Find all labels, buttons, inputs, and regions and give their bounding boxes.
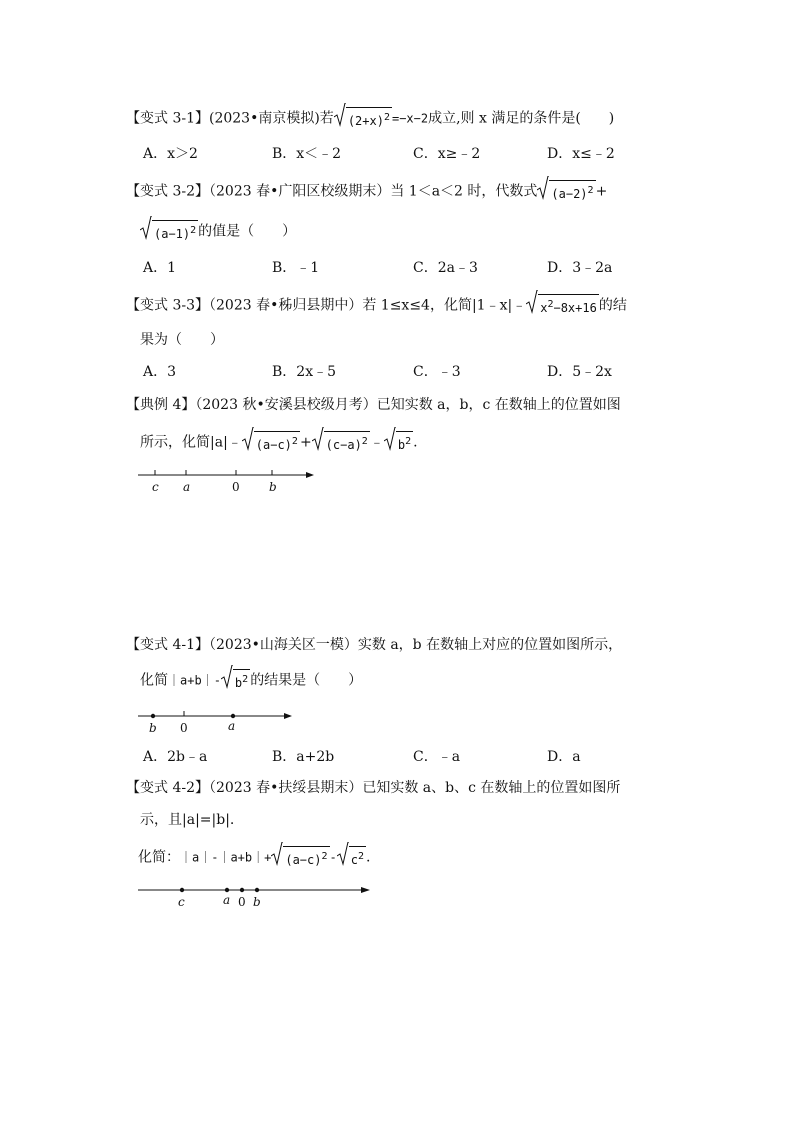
axis-label: c <box>152 480 159 494</box>
question-4-2 <box>126 778 620 798</box>
example-4-cont: 所示，化简|a|﹣ $(a-c)^2$ + $(c-a)^2$ ﹣ $b^2$ . <box>140 430 418 455</box>
question-text: (2023•南京模拟)若 <box>209 110 334 127</box>
arrow-icon <box>306 472 314 478</box>
option-c[interactable]: C．﹣a <box>413 749 461 765</box>
option-b[interactable]: B．a+2b <box>272 749 335 765</box>
axis-label: 0 <box>180 721 188 735</box>
equation-rhs: =−x−2 <box>391 111 429 126</box>
sqrt-expression: $c^2$ <box>337 845 366 870</box>
question-tag: 【变式 3-1】 <box>126 110 209 127</box>
axis-label: c <box>178 895 185 909</box>
question-4-2-expr: 化简：｜a｜-｜a+b｜+ $(a-c)^2$ - $c^2$ . <box>138 845 370 870</box>
axis-label: b <box>149 721 157 735</box>
question-4-1 <box>126 635 622 655</box>
axis-label: 0 <box>238 895 246 909</box>
question-3-2-cont: $(a-1)^2$ 的值是（ ） <box>140 219 296 244</box>
option-b[interactable]: B．x＜﹣2 <box>272 146 342 162</box>
option-a[interactable]: A．1 <box>143 260 177 276</box>
sqrt-expression: $(c-a)^2$ <box>312 430 370 455</box>
arrow-icon <box>284 713 292 719</box>
axis-label: a <box>228 719 236 733</box>
question-text: （2023 春•秭归县期中）若 1≤x≤4，化简|1﹣x|﹣ <box>209 297 527 314</box>
question-tag: 【典例 4】 <box>126 397 196 413</box>
question-tag: 【变式 4-2】 <box>126 780 209 796</box>
arrow-icon <box>361 887 370 893</box>
question-tail: 成立,则 x 满足的条件是( ) <box>428 110 615 127</box>
option-d[interactable]: D．x≤﹣2 <box>547 146 615 162</box>
option-c[interactable]: C．x≥﹣2 <box>413 146 481 162</box>
example-4 <box>126 395 621 415</box>
number-line <box>138 466 318 496</box>
sqrt-expression: $b^2$ <box>384 430 413 455</box>
point-a <box>225 888 229 892</box>
sqrt-expression: $x^2-8x+16$ <box>526 293 599 318</box>
option-a[interactable]: A．x＞2 <box>143 146 198 162</box>
option-b[interactable]: B．﹣1 <box>272 260 320 276</box>
point-a <box>231 714 235 718</box>
option-d[interactable]: D．3﹣2a <box>547 260 613 276</box>
question-text: （2023 春•扶绥县期末）已知实数 a、b、c 在数轴上的位置如图所 <box>209 780 621 796</box>
question-tag: 【变式 4-1】 <box>126 637 209 653</box>
axis-label: 0 <box>232 480 240 494</box>
question-3-3: 【变式 3-3】（2023 春•秭归县期中）若 1≤x≤4，化简|1﹣x|﹣ $x^2-8x+16$ 的结 <box>126 293 627 318</box>
question-tag: 【变式 3-3】 <box>126 297 209 314</box>
axis-label: b <box>269 480 277 494</box>
question-text: （2023 秋•安溪县校级月考）已知实数 a，b，c 在数轴上的位置如图 <box>195 397 621 413</box>
axis-label: b <box>253 895 261 909</box>
option-a[interactable]: A．3 <box>143 364 177 380</box>
axis-label: a <box>183 480 191 494</box>
number-line <box>138 706 298 736</box>
option-a[interactable]: A．2b﹣a <box>143 749 208 765</box>
question-text: （2023 春•广阳区校级期末）当 1＜a＜2 时，代数式 <box>209 183 538 200</box>
question-3-1 <box>126 106 614 131</box>
question-tag: 【变式 3-2】 <box>126 183 209 200</box>
point-b <box>255 888 259 892</box>
question-text-cont: 果为（ ） <box>140 332 224 348</box>
option-d[interactable]: D．a <box>547 749 581 765</box>
number-line <box>138 880 378 910</box>
question-3-2: 【变式 3-2】（2023 春•广阳区校级期末）当 1＜a＜2 时，代数式 $(a-2)^2$ + <box>126 179 607 204</box>
question-4-2-cont: 示，且|a|=|b|. <box>140 812 235 828</box>
question-text: （2023•山海关区一模）实数 a，b 在数轴上对应的位置如图所示， <box>209 637 623 653</box>
axis-label: a <box>223 893 231 907</box>
point-b <box>151 714 155 718</box>
sqrt-expression: $(a-2)^2$ <box>537 179 595 204</box>
sqrt-expression: $(a-1)^2$ <box>140 219 198 244</box>
question-4-1-cont: 化简｜a+b｜- $b^2$ 的结果是（ ） <box>140 668 362 693</box>
option-b[interactable]: B．2x﹣5 <box>272 364 336 380</box>
point-c <box>180 888 184 892</box>
option-d[interactable]: D．5﹣2x <box>547 364 612 380</box>
sqrt-expression: $(a-c)^2$ <box>242 430 300 455</box>
sqrt-expression: $(a-c)^2$ <box>271 845 329 870</box>
option-c[interactable]: C．2a﹣3 <box>413 260 478 276</box>
sqrt-expression: $(2+x)^2$ <box>334 106 392 131</box>
sqrt-expression: $b^2$ <box>221 668 250 693</box>
option-c[interactable]: C．﹣3 <box>413 364 461 380</box>
point-0 <box>240 888 244 892</box>
